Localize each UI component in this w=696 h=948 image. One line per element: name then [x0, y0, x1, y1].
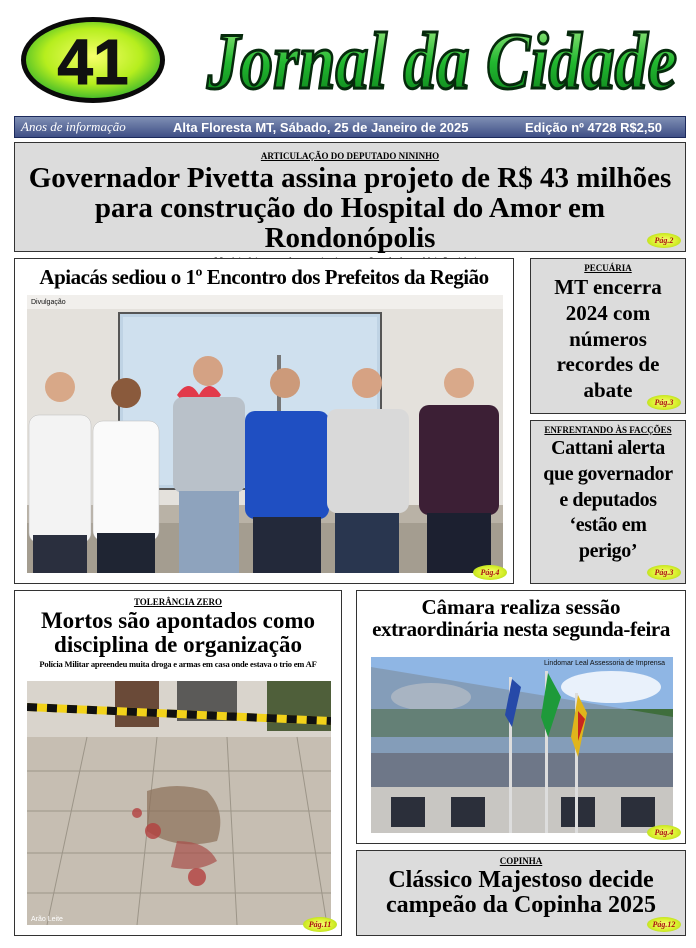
faccoes-story[interactable]: [530, 420, 686, 584]
copinha-page-ref[interactable]: Pág.12: [647, 917, 681, 932]
edition-number: 41: [57, 26, 129, 98]
tolerancia-headline-line2: disciplina de organização: [54, 631, 302, 657]
tolerancia-kicker: TOLERÂNCIA ZERO: [133, 597, 223, 607]
pecuaria-kicker: PECUÁRIA: [584, 263, 632, 273]
tolerancia-headline-line1: Mortos são apontados como: [40, 608, 316, 633]
pecuaria-headline-line3: números: [569, 326, 647, 351]
tolerancia-subtitle: Polícia Militar apreendeu muita droga e armas em casa onde estava o trio em AF: [39, 658, 317, 669]
faccoes-headline-line2: que governador: [543, 462, 673, 485]
camara-photo-credit: Lindomar Leal Assessoria de Imprensa: [543, 660, 665, 667]
apiacas-headline: Apiacás sediou o 1º Encontro dos Prefeitos da Região: [39, 265, 489, 289]
copinha-kicker: COPINHA: [499, 856, 543, 866]
camara-page-ref[interactable]: Pág.4: [647, 825, 681, 840]
copinha-story[interactable]: [356, 850, 686, 936]
pecuaria-page-ref[interactable]: Pág.3: [647, 395, 681, 410]
pecuaria-headline-line5: abate: [583, 378, 633, 403]
tolerancia-story[interactable]: [14, 590, 342, 936]
faccoes-kicker: ENFRENTANDO ÀS FACÇÕES: [544, 425, 672, 435]
edition-badge: [18, 14, 168, 106]
mayors-group-photo: [27, 295, 503, 573]
apiacas-photo-credit: Divulgação: [31, 299, 66, 306]
info-strip: [14, 116, 686, 138]
lead-kicker: ARTICULAÇÃO DO DEPUTADO NININHO: [260, 151, 440, 161]
pecuaria-headline-line4: recordes de: [556, 352, 660, 377]
edition-price: Edição nº 4728 R$2,50: [525, 119, 662, 135]
newspaper-logo: [204, 6, 680, 110]
lead-headline-line2: para construção do Hospital do Amor em Rondonópolis: [94, 192, 606, 255]
tolerancia-photo-credit: Arão Leite: [31, 916, 63, 923]
newspaper-title: Jornal da Cidade: [206, 18, 677, 106]
faccoes-headline-line5: perigo’: [578, 540, 638, 563]
crime-scene-photo: [27, 681, 331, 925]
lead-story[interactable]: [14, 142, 686, 255]
apiacas-story[interactable]: [14, 258, 514, 584]
pecuaria-story[interactable]: [530, 258, 686, 414]
camara-story[interactable]: [356, 590, 686, 844]
tolerancia-page-ref[interactable]: Pág.11: [303, 917, 337, 932]
faccoes-page-ref[interactable]: Pág.3: [647, 565, 681, 580]
apiacas-page-ref[interactable]: Pág.4: [473, 565, 507, 580]
copinha-headline-line1: Clássico Majestoso decide: [388, 867, 654, 893]
lead-headline-line1: Governador Pivetta assina projeto de R$ 43 milhões: [28, 162, 672, 194]
pecuaria-headline-line2: 2024 com: [565, 300, 651, 325]
faccoes-headline-line3: e deputados: [559, 488, 657, 511]
city-hall-photo: [371, 657, 673, 833]
date-line: Alta Floresta MT, Sábado, 25 de Janeiro de 2025: [173, 119, 469, 135]
faccoes-headline-line4: ‘estão em: [569, 514, 647, 537]
masthead: [0, 0, 696, 112]
years-label: Anos de informação: [21, 119, 126, 134]
copinha-headline-line2: campeão da Copinha 2025: [385, 891, 657, 918]
pecuaria-headline-line1: MT encerra: [554, 275, 662, 299]
camara-headline-line1: Câmara realiza sessão: [421, 595, 621, 619]
camara-headline-line2: extraordinária nesta segunda-feira: [372, 616, 670, 641]
lead-page-ref[interactable]: Pág.2: [647, 233, 681, 248]
faccoes-headline-line1: Cattani alerta: [551, 437, 665, 459]
